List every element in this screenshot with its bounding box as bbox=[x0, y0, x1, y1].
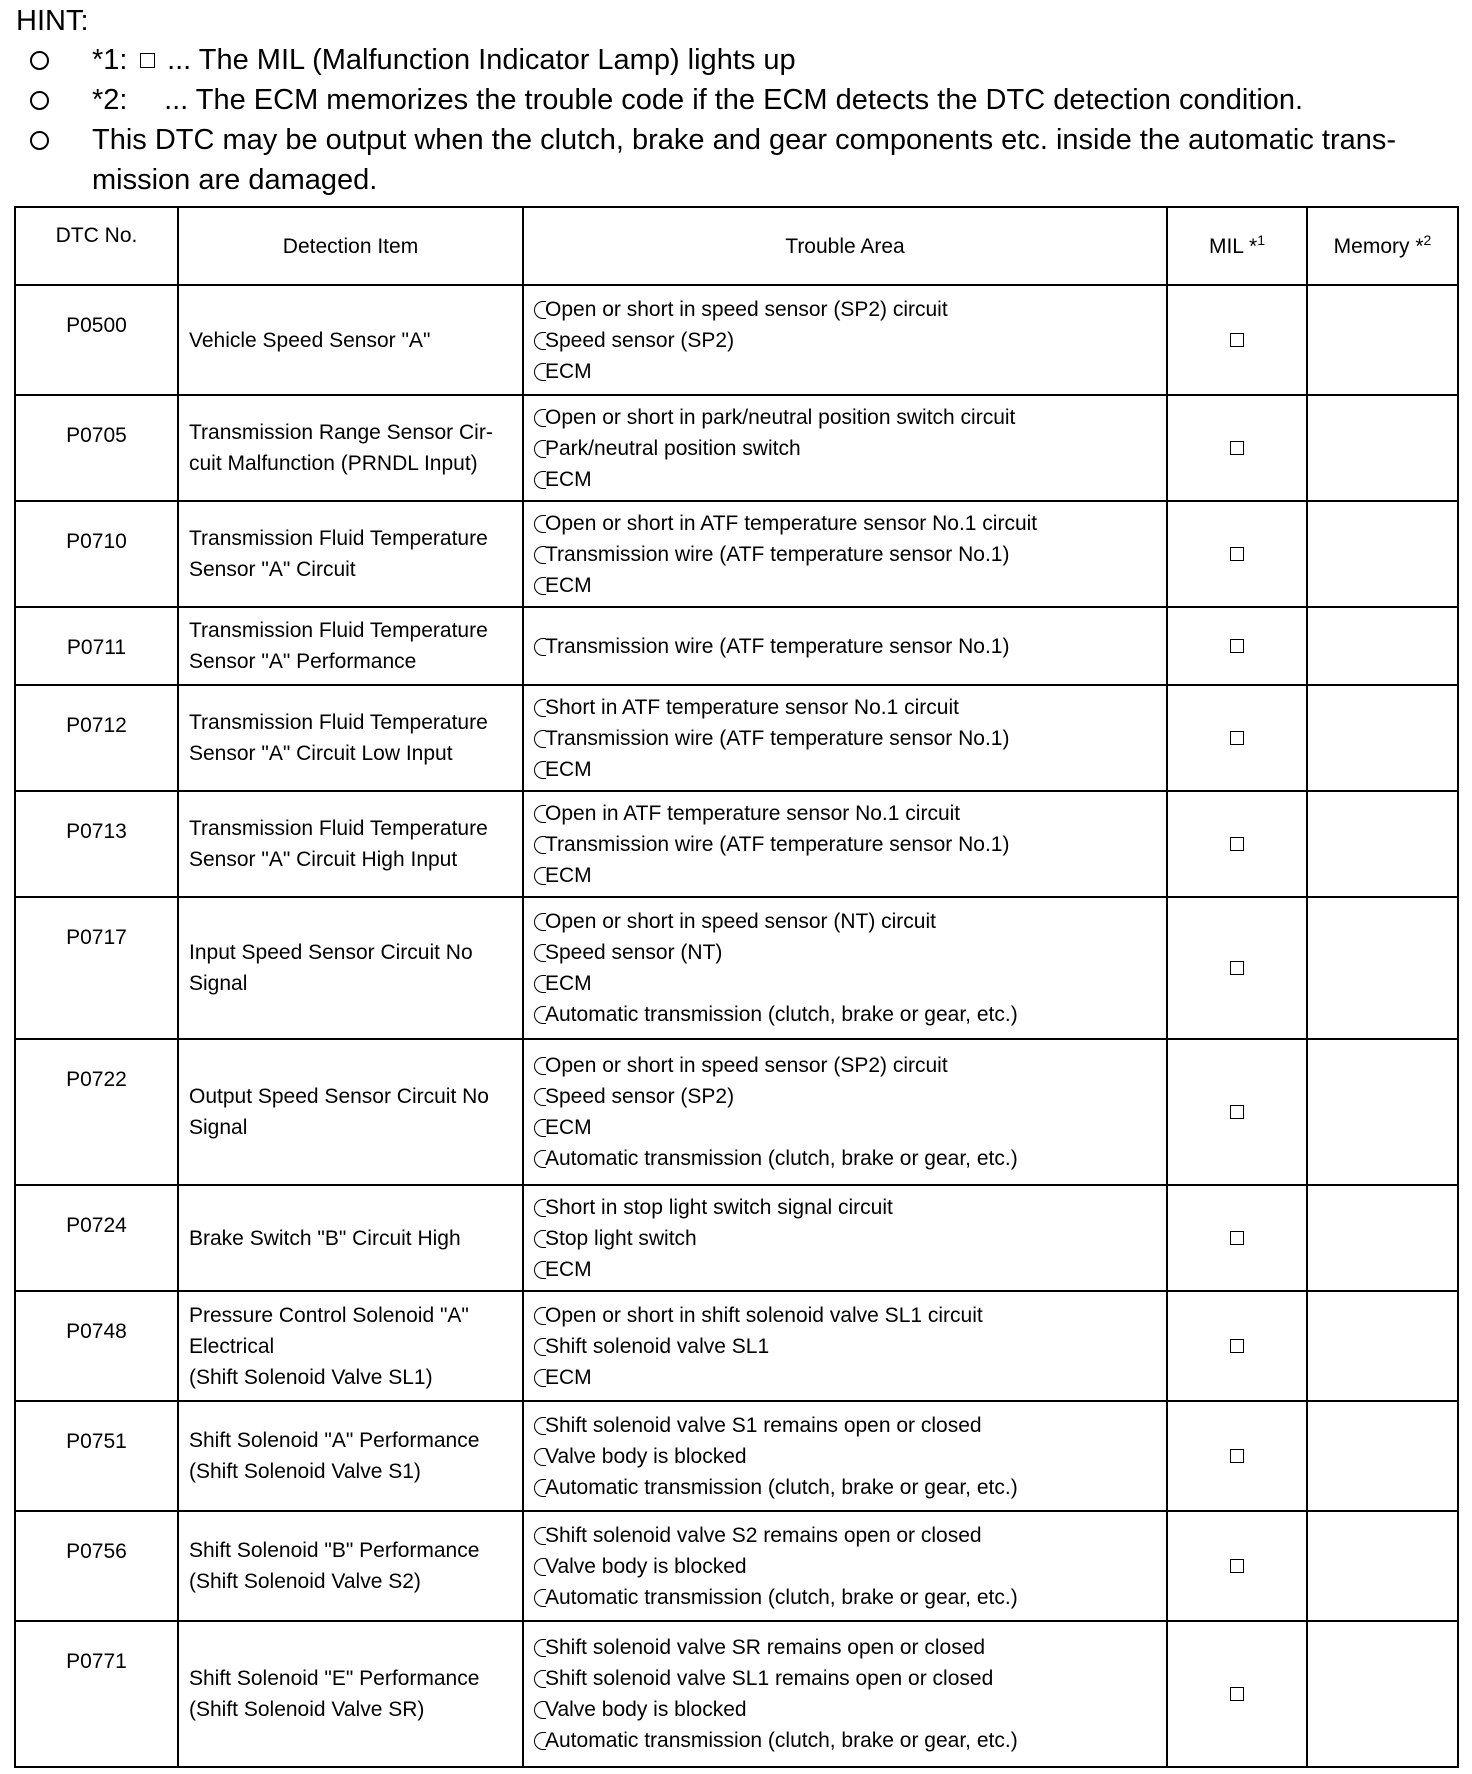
trouble-area-text: Transmission wire (ATF temperature sensor No.1) bbox=[545, 634, 1010, 658]
circle-bullet-icon bbox=[30, 51, 49, 70]
trouble-area-text: Automatic transmission (clutch, brake or gear, etc.) bbox=[545, 1475, 1018, 1499]
detection-item-line: Signal bbox=[189, 972, 248, 995]
detection-item-line: (Shift Solenoid Valve SR) bbox=[189, 1698, 425, 1721]
trouble-area-text: Valve body is blocked bbox=[545, 1554, 747, 1578]
table-row bbox=[15, 501, 1458, 607]
mil-cell bbox=[1167, 897, 1307, 1039]
dtc-code: P0756 bbox=[15, 1511, 178, 1621]
detection-item-line: Sensor "A" Performance bbox=[189, 650, 417, 673]
mil-square-icon bbox=[1230, 961, 1244, 975]
mil-cell bbox=[1167, 1621, 1307, 1767]
trouble-area-text: ECM bbox=[545, 1116, 592, 1139]
mil-cell bbox=[1167, 1291, 1307, 1401]
hint-title: HINT: bbox=[16, 5, 89, 37]
trouble-area bbox=[523, 897, 1167, 1039]
hint-tag: *2: bbox=[92, 84, 128, 116]
header-detection-item: Detection Item bbox=[178, 207, 523, 285]
memory-cell bbox=[1307, 1185, 1458, 1291]
detection-item bbox=[178, 1291, 523, 1401]
detection-item-line: Transmission Fluid Temperature bbox=[189, 817, 488, 840]
mil-cell bbox=[1167, 501, 1307, 607]
detection-item-line: Sensor "A" Circuit High Input bbox=[189, 848, 458, 871]
trouble-area-item bbox=[534, 464, 1156, 495]
mil-cell bbox=[1167, 1039, 1307, 1185]
table-row bbox=[15, 1185, 1458, 1291]
memory-cell bbox=[1307, 897, 1458, 1039]
detection-item-line: Transmission Range Sensor Cir- bbox=[189, 421, 493, 444]
table-row bbox=[15, 1621, 1458, 1767]
trouble-area bbox=[523, 791, 1167, 897]
trouble-area-item bbox=[534, 829, 1156, 860]
circle-bullet-icon bbox=[30, 131, 49, 150]
trouble-area-item bbox=[534, 294, 1156, 325]
hint-text: ... The MIL (Malfunction Indicator Lamp) lights up bbox=[167, 44, 796, 76]
table-row bbox=[15, 685, 1458, 791]
trouble-area-text: ECM bbox=[545, 1365, 592, 1389]
table-row bbox=[15, 395, 1458, 501]
header-trouble-area: Trouble Area bbox=[523, 207, 1167, 285]
trouble-area-text: Shift solenoid valve S2 remains open or closed bbox=[545, 1523, 982, 1547]
trouble-area-text: Shift solenoid valve SL1 remains open or closed bbox=[545, 1667, 994, 1690]
trouble-area-text: Valve body is blocked bbox=[545, 1698, 747, 1721]
hint-section bbox=[16, 2, 1456, 200]
trouble-area-item bbox=[534, 1050, 1156, 1081]
mil-square-icon bbox=[1230, 639, 1244, 653]
table-header-row bbox=[15, 207, 1458, 285]
trouble-area-item bbox=[534, 325, 1156, 356]
memory-cell bbox=[1307, 607, 1458, 685]
trouble-area-text: Shift solenoid valve SR remains open or closed bbox=[545, 1636, 986, 1659]
detection-item bbox=[178, 1401, 523, 1511]
mil-square-icon bbox=[1230, 1339, 1244, 1353]
square-symbol-icon bbox=[140, 53, 155, 68]
trouble-area bbox=[523, 501, 1167, 607]
trouble-area-item bbox=[534, 1223, 1156, 1254]
header-mil-label: MIL * bbox=[1208, 234, 1258, 258]
dtc-code: P0751 bbox=[15, 1401, 178, 1511]
mil-cell bbox=[1167, 1511, 1307, 1621]
detection-item-line: Sensor "A" Circuit Low Input bbox=[189, 742, 453, 765]
detection-item-line: Transmission Fluid Temperature bbox=[189, 711, 488, 734]
mil-cell bbox=[1167, 607, 1307, 685]
trouble-area-text: Short in ATF temperature sensor No.1 circuit bbox=[545, 695, 959, 719]
dtc-table bbox=[14, 206, 1459, 1768]
detection-item-line: Transmission Fluid Temperature bbox=[189, 619, 488, 642]
trouble-area-text: ECM bbox=[545, 573, 592, 597]
trouble-area bbox=[523, 1291, 1167, 1401]
detection-item-line: Signal bbox=[189, 1116, 248, 1139]
trouble-area-item bbox=[534, 1254, 1156, 1285]
trouble-area-item bbox=[534, 999, 1156, 1030]
trouble-area-item bbox=[534, 1472, 1156, 1503]
trouble-area-item bbox=[534, 1410, 1156, 1441]
memory-cell bbox=[1307, 285, 1458, 395]
trouble-area-text: ECM bbox=[545, 467, 592, 491]
trouble-area-item bbox=[534, 508, 1156, 539]
trouble-area bbox=[523, 395, 1167, 501]
header-mil-sup: 1 bbox=[1257, 231, 1266, 248]
trouble-area-item bbox=[534, 937, 1156, 968]
trouble-area-item bbox=[534, 539, 1156, 570]
trouble-area-item bbox=[534, 692, 1156, 723]
trouble-area bbox=[523, 1401, 1167, 1511]
table-row bbox=[15, 285, 1458, 395]
detection-item-line: Input Speed Sensor Circuit No bbox=[189, 941, 473, 964]
mil-cell bbox=[1167, 285, 1307, 395]
detection-item-line: Transmission Fluid Temperature bbox=[189, 527, 488, 550]
memory-cell bbox=[1307, 791, 1458, 897]
detection-item-line: Sensor "A" Circuit bbox=[189, 558, 356, 581]
trouble-area-item bbox=[534, 1725, 1156, 1756]
mil-cell bbox=[1167, 1185, 1307, 1291]
trouble-area-item bbox=[534, 1551, 1156, 1582]
mil-square-icon bbox=[1230, 1231, 1244, 1245]
trouble-area-text: ECM bbox=[545, 757, 592, 781]
trouble-area bbox=[523, 1039, 1167, 1185]
trouble-area bbox=[523, 1511, 1167, 1621]
mil-square-icon bbox=[1230, 731, 1244, 745]
detection-item bbox=[178, 1511, 523, 1621]
trouble-area-item bbox=[534, 570, 1156, 601]
trouble-area-item bbox=[534, 1362, 1156, 1393]
memory-cell bbox=[1307, 395, 1458, 501]
mil-cell bbox=[1167, 1401, 1307, 1511]
trouble-area-item bbox=[534, 1331, 1156, 1362]
trouble-area-item bbox=[534, 1663, 1156, 1694]
trouble-area-text: Transmission wire (ATF temperature sensor No.1) bbox=[545, 726, 1010, 750]
detection-item-line: Shift Solenoid "A" Performance bbox=[189, 1429, 480, 1452]
trouble-area-item bbox=[534, 798, 1156, 829]
trouble-area-text: Park/neutral position switch bbox=[545, 436, 801, 460]
header-memory-label: Memory * bbox=[1333, 234, 1424, 258]
trouble-area-text: Open or short in speed sensor (SP2) circuit bbox=[545, 1054, 948, 1077]
trouble-area bbox=[523, 285, 1167, 395]
trouble-area-text: Open in ATF temperature sensor No.1 circuit bbox=[545, 801, 961, 825]
trouble-area-item bbox=[534, 402, 1156, 433]
trouble-area-text: Transmission wire (ATF temperature sensor No.1) bbox=[545, 542, 1010, 566]
circle-bullet-icon bbox=[30, 91, 49, 110]
trouble-area-text: Automatic transmission (clutch, brake or gear, etc.) bbox=[545, 1147, 1018, 1170]
trouble-area-text: Speed sensor (SP2) bbox=[545, 328, 735, 352]
trouble-area-item bbox=[534, 1520, 1156, 1551]
memory-cell bbox=[1307, 685, 1458, 791]
detection-item bbox=[178, 395, 523, 501]
detection-item bbox=[178, 791, 523, 897]
trouble-area-text: Open or short in speed sensor (SP2) circuit bbox=[545, 297, 948, 321]
trouble-area-text: Stop light switch bbox=[545, 1226, 697, 1250]
trouble-area-text: Open or short in park/neutral position switch circuit bbox=[545, 405, 1016, 429]
table-row bbox=[15, 897, 1458, 1039]
mil-square-icon bbox=[1230, 1105, 1244, 1119]
detection-item-line: Shift Solenoid "E" Performance bbox=[189, 1667, 480, 1690]
trouble-area-item bbox=[534, 1582, 1156, 1613]
table-row bbox=[15, 607, 1458, 685]
memory-cell bbox=[1307, 1401, 1458, 1511]
hint-item-dtc-note bbox=[16, 120, 1456, 200]
detection-item-line: Pressure Control Solenoid "A" bbox=[189, 1303, 469, 1327]
trouble-area-text: Speed sensor (NT) bbox=[545, 941, 723, 964]
mil-square-icon bbox=[1230, 1687, 1244, 1701]
mil-square-icon bbox=[1230, 1559, 1244, 1573]
table-row bbox=[15, 1401, 1458, 1511]
detection-item-line: Vehicle Speed Sensor "A" bbox=[189, 328, 431, 352]
trouble-area-item bbox=[534, 754, 1156, 785]
trouble-area-item bbox=[534, 356, 1156, 387]
trouble-area-item bbox=[534, 860, 1156, 891]
dtc-code: P0705 bbox=[15, 395, 178, 501]
trouble-area-item bbox=[534, 631, 1156, 662]
mil-cell bbox=[1167, 791, 1307, 897]
trouble-area-item bbox=[534, 1441, 1156, 1472]
trouble-area-item bbox=[534, 433, 1156, 464]
header-memory bbox=[1307, 207, 1458, 285]
table-row bbox=[15, 1511, 1458, 1621]
detection-item-line: Shift Solenoid "B" Performance bbox=[189, 1539, 480, 1562]
mil-cell bbox=[1167, 395, 1307, 501]
dtc-code: P0722 bbox=[15, 1039, 178, 1185]
trouble-area-text: ECM bbox=[545, 359, 592, 383]
trouble-area-text: Shift solenoid valve S1 remains open or closed bbox=[545, 1413, 982, 1437]
trouble-area-text: Automatic transmission (clutch, brake or gear, etc.) bbox=[545, 1585, 1018, 1609]
memory-cell bbox=[1307, 1039, 1458, 1185]
hint-text: This DTC may be output when the clutch, brake and gear components etc. inside the automatic trans- bbox=[92, 124, 1397, 156]
detection-item-line: cuit Malfunction (PRNDL Input) bbox=[189, 452, 478, 475]
trouble-area-text: Automatic transmission (clutch, brake or gear, etc.) bbox=[545, 1003, 1018, 1026]
dtc-code: P0771 bbox=[15, 1621, 178, 1767]
trouble-area-item bbox=[534, 1112, 1156, 1143]
detection-item-line: (Shift Solenoid Valve S2) bbox=[189, 1570, 421, 1593]
hint-text: ... The ECM memorizes the trouble code if the ECM detects the DTC detection condition. bbox=[164, 84, 1304, 116]
trouble-area-text: Short in stop light switch signal circuit bbox=[545, 1195, 893, 1219]
header-memory-sup: 2 bbox=[1423, 231, 1432, 248]
mil-cell bbox=[1167, 685, 1307, 791]
trouble-area-item bbox=[534, 723, 1156, 754]
trouble-area-text: Open or short in ATF temperature sensor No.1 circuit bbox=[545, 511, 1038, 535]
mil-square-icon bbox=[1230, 441, 1244, 455]
detection-item-line: Brake Switch "B" Circuit High bbox=[189, 1226, 461, 1250]
detection-item-line: Electrical bbox=[189, 1334, 275, 1358]
trouble-area-text: Valve body is blocked bbox=[545, 1444, 747, 1468]
hint-item-mil bbox=[16, 40, 1456, 80]
trouble-area-item bbox=[534, 1632, 1156, 1663]
trouble-area-text: Shift solenoid valve SL1 bbox=[545, 1334, 770, 1358]
detection-item bbox=[178, 285, 523, 395]
dtc-code: P0724 bbox=[15, 1185, 178, 1291]
mil-square-icon bbox=[1230, 837, 1244, 851]
header-dtc-no: DTC No. bbox=[15, 207, 178, 285]
dtc-code: P0710 bbox=[15, 501, 178, 607]
trouble-area-item bbox=[534, 1300, 1156, 1331]
hint-item-memory bbox=[16, 80, 1456, 120]
trouble-area bbox=[523, 607, 1167, 685]
detection-item bbox=[178, 897, 523, 1039]
trouble-area-item bbox=[534, 1081, 1156, 1112]
mil-square-icon bbox=[1230, 547, 1244, 561]
detection-item-line: (Shift Solenoid Valve S1) bbox=[189, 1460, 421, 1483]
memory-cell bbox=[1307, 1291, 1458, 1401]
memory-cell bbox=[1307, 1511, 1458, 1621]
trouble-area-text: Open or short in shift solenoid valve SL1 circuit bbox=[545, 1303, 983, 1327]
dtc-code: P0748 bbox=[15, 1291, 178, 1401]
trouble-area-item bbox=[534, 968, 1156, 999]
trouble-area-text: Transmission wire (ATF temperature sensor No.1) bbox=[545, 832, 1010, 856]
trouble-area-text: Automatic transmission (clutch, brake or gear, etc.) bbox=[545, 1729, 1018, 1752]
dtc-code: P0500 bbox=[15, 285, 178, 395]
detection-item-line: Output Speed Sensor Circuit No bbox=[189, 1085, 489, 1108]
table-row bbox=[15, 791, 1458, 897]
table-row bbox=[15, 1039, 1458, 1185]
dtc-code: P0712 bbox=[15, 685, 178, 791]
mil-square-icon bbox=[1230, 333, 1244, 347]
detection-item bbox=[178, 1039, 523, 1185]
detection-item bbox=[178, 685, 523, 791]
trouble-area-text: ECM bbox=[545, 1257, 592, 1281]
trouble-area-item bbox=[534, 1143, 1156, 1174]
mil-square-icon bbox=[1230, 1449, 1244, 1463]
detection-item bbox=[178, 607, 523, 685]
dtc-code: P0713 bbox=[15, 791, 178, 897]
detection-item-line: (Shift Solenoid Valve SL1) bbox=[189, 1365, 433, 1389]
memory-cell bbox=[1307, 501, 1458, 607]
trouble-area-item bbox=[534, 1694, 1156, 1725]
hint-tag: *1: bbox=[92, 44, 128, 76]
trouble-area-text: Open or short in speed sensor (NT) circuit bbox=[545, 910, 936, 933]
trouble-area-text: Speed sensor (SP2) bbox=[545, 1085, 735, 1108]
trouble-area-item bbox=[534, 1192, 1156, 1223]
table-row bbox=[15, 1291, 1458, 1401]
hint-text-continued: mission are damaged. bbox=[92, 164, 378, 196]
detection-item bbox=[178, 1621, 523, 1767]
dtc-code: P0717 bbox=[15, 897, 178, 1039]
header-mil bbox=[1167, 207, 1307, 285]
detection-item bbox=[178, 1185, 523, 1291]
trouble-area-text: ECM bbox=[545, 972, 592, 995]
trouble-area bbox=[523, 1185, 1167, 1291]
trouble-area-item bbox=[534, 906, 1156, 937]
memory-cell bbox=[1307, 1621, 1458, 1767]
trouble-area-text: ECM bbox=[545, 863, 592, 887]
dtc-code: P0711 bbox=[15, 607, 178, 685]
trouble-area bbox=[523, 685, 1167, 791]
trouble-area bbox=[523, 1621, 1167, 1767]
detection-item bbox=[178, 501, 523, 607]
